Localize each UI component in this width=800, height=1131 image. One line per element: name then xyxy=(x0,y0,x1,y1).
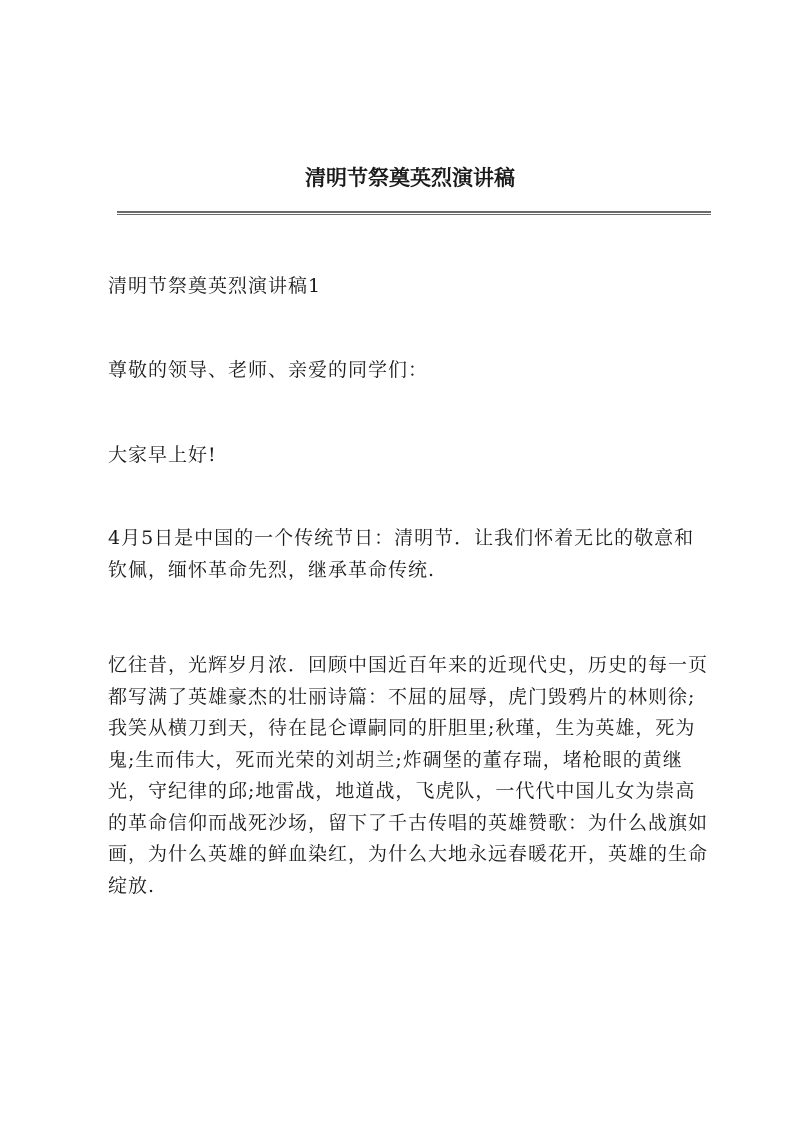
section-heading: 清明节祭奠英烈演讲稿1 xyxy=(108,275,322,297)
body-paragraph: 4月5日是中国的一个传统节日：清明节．让我们怀着无比的敬意和钦佩，缅怀革命先烈，继承革命传统. xyxy=(108,527,695,581)
greeting-paragraph: 大家早上好! xyxy=(108,444,217,466)
document-title: 清明节祭奠英烈演讲稿 xyxy=(305,165,515,190)
title-divider xyxy=(117,211,711,215)
salutation-paragraph: 尊敬的领导、老师、亲爱的同学们： xyxy=(108,359,429,381)
body-paragraph: 忆往昔，光辉岁月浓．回顾中国近百年来的近现代史，历史的每一页都写满了英雄豪杰的壮丽诗篇：不屈的屈辱，虎门毁鸦片的林则徐;我笑从横刀到天，待在昆仑谭嗣同的肝胆里;秋瑾，生为英雄，死为鬼;生而伟大，死而光荣的刘胡兰;炸碉堡的董存瑞，堵枪眼的黄继光，守纪律的邱;地雷战，地道战，飞虎队，一代代中国儿女为崇高的革命信仰而战死沙场，留下了千古传唱的英雄赞歌：为什么战旗如画，为什么英雄的鲜血染红，为什么大地永远春暖花开，英雄的生命绽放. xyxy=(108,654,709,897)
